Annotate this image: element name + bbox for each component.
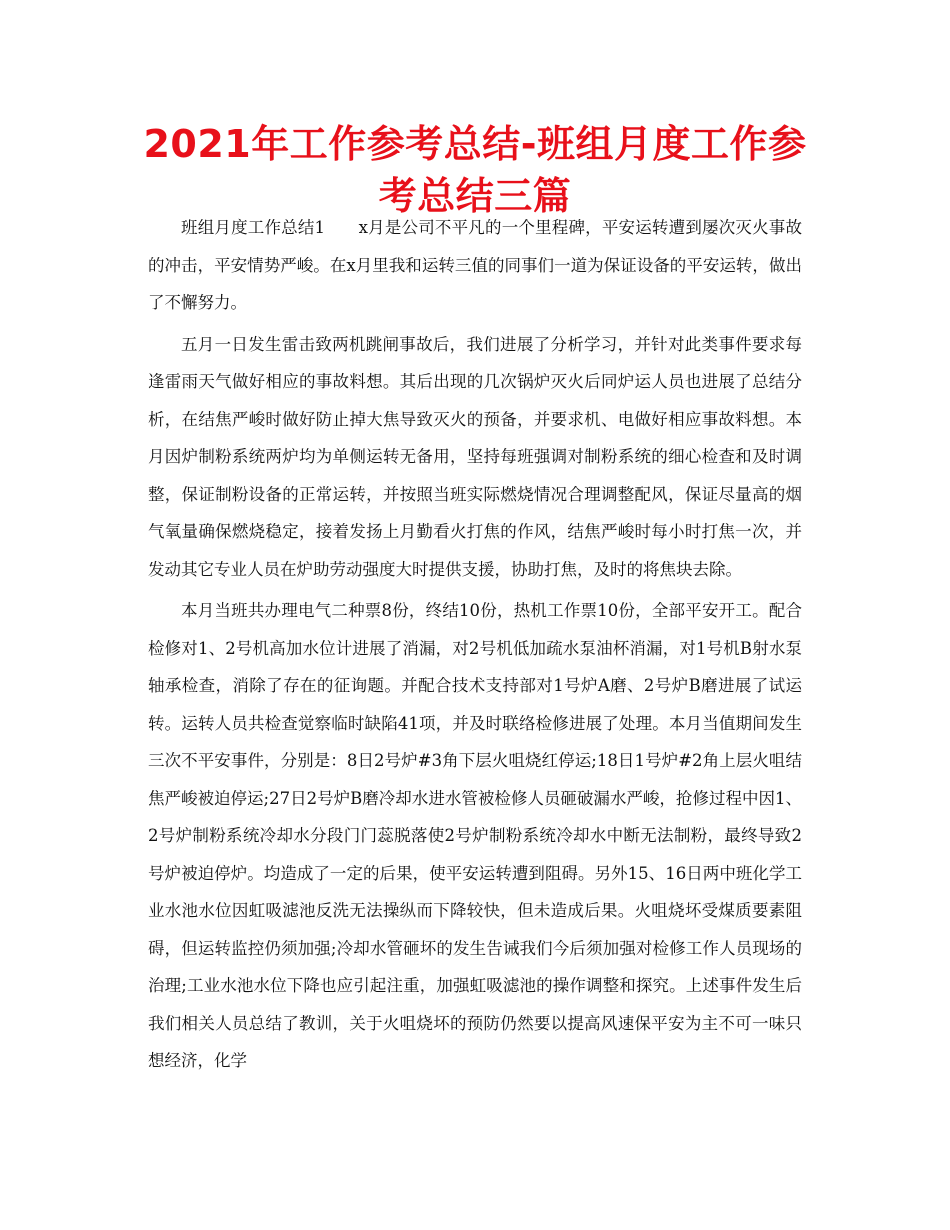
paragraph-2: 五月一日发生雷击致两机跳闸事故后，我们进展了分析学习，并针对此类事件要求每逢雷雨天气做好相应的事故料想。其后出现的几次锅炉灭火后同炉运人员也进展了总结分析，在结焦严峻时做好防止掉大焦导致灭火的预备，并要求机、电做好相应事故料想。本月因炉制粉系统两炉均为单侧运转无备用，坚持每班强调对制粉系统的细心检查和及时调整，保证制粉设备的正常运转，并按照当班实际燃烧情况合理调整配风，保证尽量高的烟气氧量确保燃烧稳定，接着发扬上月勤看火打焦的作风，结焦严峻时每小时打焦一次，并发动其它专业人员在炉助劳动强度大时提供支援，协助打焦，及时的将焦块去除。 (148, 334, 802, 579)
paragraph-1: 班组月度工作总结1 x月是公司不平凡的一个里程碑，平安运转遭到屡次灭火事故的冲击，平安情势严峻。在x月里我和运转三值的同事们一道为保证设备的平安运转，做出了不懈努力。 (148, 218, 802, 312)
document-title: 2021年工作参考总结-班组月度工作参考总结三篇 (143, 122, 807, 218)
document-body (148, 209, 802, 1080)
paragraph-3: 本月当班共办理电气二种票8份，终结10份，热机工作票10份，全部平安开工。配合检修对1、2号机高加水位计进展了消漏，对2号机低加疏水泵油杯消漏，对1号机B射水泵轴承检查，消除了存在的征询题。并配合技术支持部对1号炉A磨、2号炉B磨进展了试运转。运转人员共检查觉察临时缺陷41项，并及时联络检修进展了处理。本月当值期间发生三次不平安事件，分别是：8日2号炉#3角下层火咀烧红停运;18日1号炉#2角上层火咀结焦严峻被迫停运;27日2号炉B磨冷却水进水管被检修人员砸破漏水严峻，抢修过程中因1、2号炉制粉系统冷却水分段门门蕊脱落使2号炉制粉系统冷却水中断无法制粉，最终导致2号炉被迫停炉。均造成了一定的后果，使平安运转遭到阻碍。另外15、16日两中班化学工业水池水位因虹吸滤池反洗无法操纵而下降较快，但未造成后果。火咀烧坏受煤质要素阻碍，但运转监控仍须加强;冷却水管砸坏的发生告诫我们今后须加强对检修工作人员现场的治理;工业水池水位下降也应引起注重，加强虹吸滤池的操作调整和探究。上述事件发生后我们相关人员总结了教训，关于火咀烧坏的预防仍然要以提高风速保平安为主不可一味只想经济，化学 (148, 601, 802, 1070)
